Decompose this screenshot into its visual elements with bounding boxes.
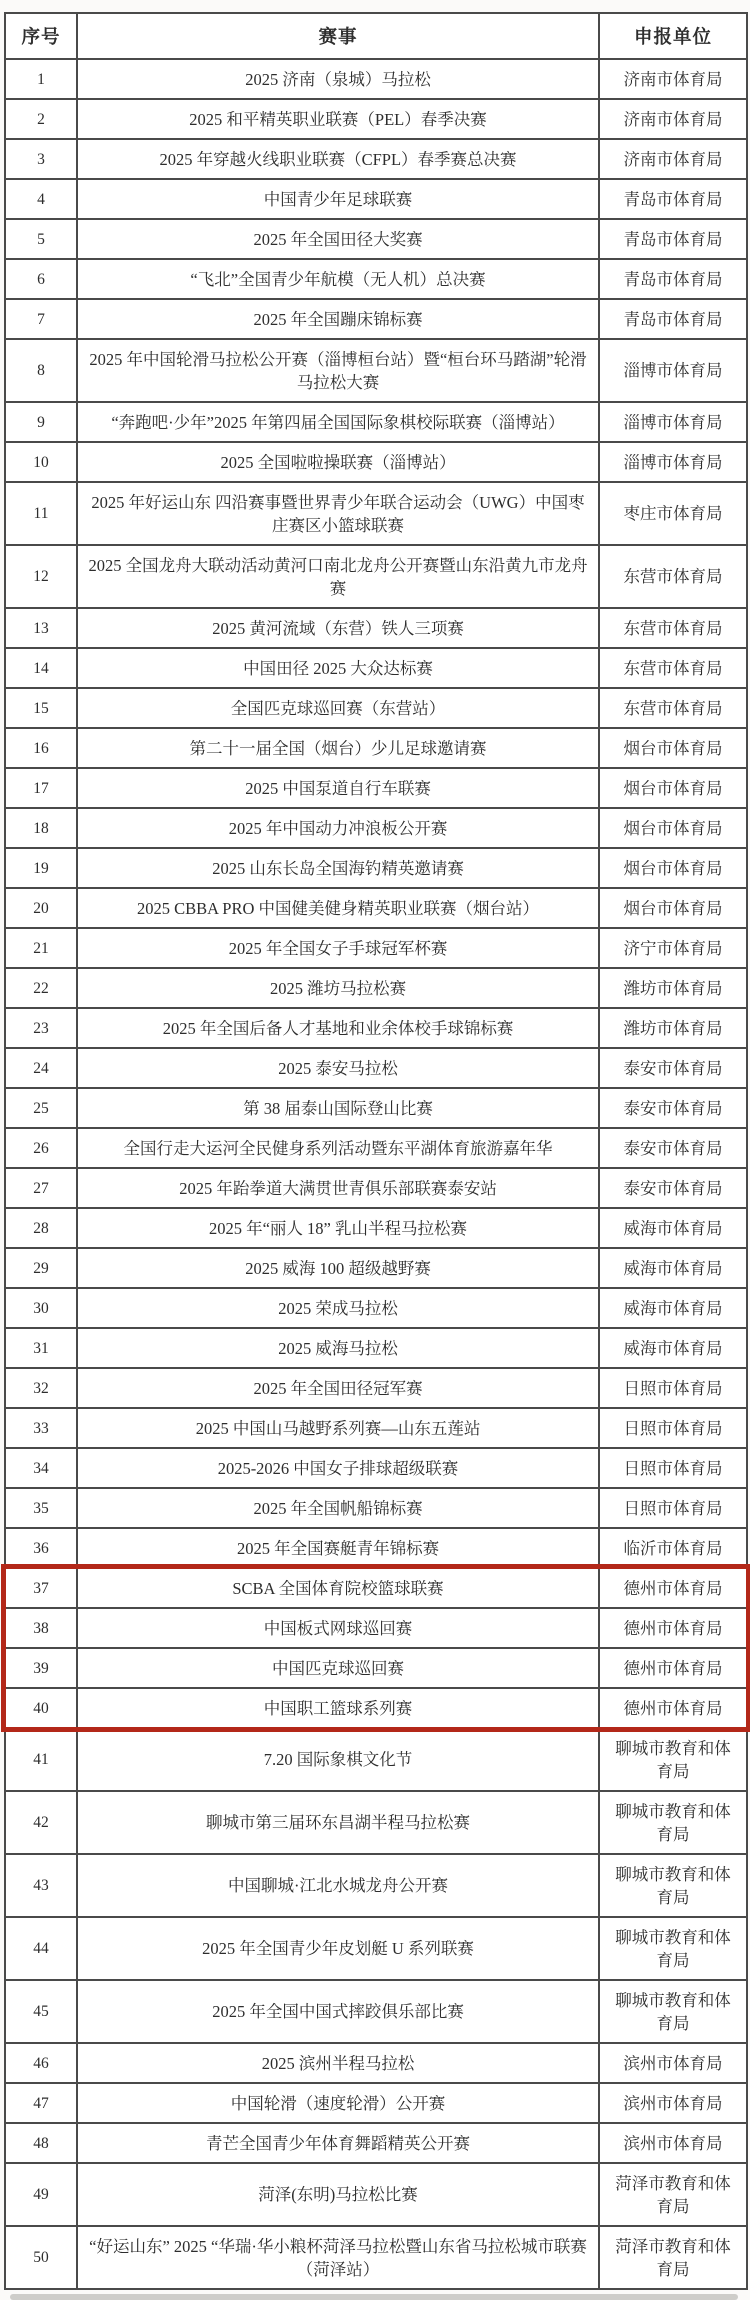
table-row xyxy=(5,648,747,688)
event-name-cell: 2025 泰安马拉松 xyxy=(77,1048,599,1088)
table-row xyxy=(5,1248,747,1288)
table-row xyxy=(5,1568,747,1608)
table-row xyxy=(5,1048,747,1088)
event-name-cell: “好运山东” 2025 “华瑞·华小粮杯菏泽马拉松暨山东省马拉松城市联赛（菏泽站） xyxy=(77,2226,599,2289)
reporting-unit-cell: 烟台市体育局 xyxy=(599,888,747,928)
reporting-unit-cell: 潍坊市体育局 xyxy=(599,968,747,1008)
events-table-body xyxy=(5,59,747,2289)
event-name-cell: 第二十一届全国（烟台）少儿足球邀请赛 xyxy=(77,728,599,768)
row-number-cell: 49 xyxy=(5,2163,77,2226)
row-number-cell: 21 xyxy=(5,928,77,968)
row-number-cell: 44 xyxy=(5,1917,77,1980)
table-row xyxy=(5,442,747,482)
column-header-event: 赛事 xyxy=(77,13,599,59)
header-row xyxy=(5,13,747,59)
reporting-unit-cell: 泰安市体育局 xyxy=(599,1128,747,1168)
event-name-cell: 2025 年全国后备人才基地和业余体校手球锦标赛 xyxy=(77,1008,599,1048)
table-row xyxy=(5,928,747,968)
table-row xyxy=(5,1648,747,1688)
table-row xyxy=(5,1128,747,1168)
row-number-cell: 38 xyxy=(5,1608,77,1648)
table-row xyxy=(5,1408,747,1448)
row-number-cell: 37 xyxy=(5,1568,77,1608)
reporting-unit-cell: 淄博市体育局 xyxy=(599,339,747,402)
event-name-cell: 全国行走大运河全民健身系列活动暨东平湖体育旅游嘉年华 xyxy=(77,1128,599,1168)
table-row xyxy=(5,545,747,608)
table-row xyxy=(5,139,747,179)
event-name-cell: 2025 年“丽人 18” 乳山半程马拉松赛 xyxy=(77,1208,599,1248)
reporting-unit-cell: 德州市体育局 xyxy=(599,1568,747,1608)
event-name-cell: 中国职工篮球系列赛 xyxy=(77,1688,599,1728)
row-number-cell: 23 xyxy=(5,1008,77,1048)
table-row xyxy=(5,179,747,219)
row-number-cell: 4 xyxy=(5,179,77,219)
row-number-cell: 6 xyxy=(5,259,77,299)
row-number-cell: 12 xyxy=(5,545,77,608)
table-row xyxy=(5,1528,747,1568)
reporting-unit-cell: 潍坊市体育局 xyxy=(599,1008,747,1048)
event-name-cell: 聊城市第三届环东昌湖半程马拉松赛 xyxy=(77,1791,599,1854)
reporting-unit-cell: 菏泽市教育和体育局 xyxy=(599,2226,747,2289)
table-row xyxy=(5,59,747,99)
reporting-unit-cell: 聊城市教育和体育局 xyxy=(599,1728,747,1791)
column-header-unit: 申报单位 xyxy=(599,13,747,59)
event-name-cell: 2025 滨州半程马拉松 xyxy=(77,2043,599,2083)
event-name-cell: 青芒全国青少年体育舞蹈精英公开赛 xyxy=(77,2123,599,2163)
row-number-cell: 11 xyxy=(5,482,77,545)
reporting-unit-cell: 聊城市教育和体育局 xyxy=(599,1917,747,1980)
table-row xyxy=(5,482,747,545)
table-row xyxy=(5,2226,747,2289)
event-name-cell: 中国板式网球巡回赛 xyxy=(77,1608,599,1648)
event-name-cell: 中国青少年足球联赛 xyxy=(77,179,599,219)
event-name-cell: 2025 山东长岛全国海钓精英邀请赛 xyxy=(77,848,599,888)
table-row xyxy=(5,1008,747,1048)
event-name-cell: 2025 年好运山东 四沿赛事暨世界青少年联合运动会（UWG）中国枣庄赛区小篮球联赛 xyxy=(77,482,599,545)
reporting-unit-cell: 滨州市体育局 xyxy=(599,2083,747,2123)
table-row xyxy=(5,2083,747,2123)
reporting-unit-cell: 青岛市体育局 xyxy=(599,259,747,299)
reporting-unit-cell: 聊城市教育和体育局 xyxy=(599,1854,747,1917)
reporting-unit-cell: 日照市体育局 xyxy=(599,1448,747,1488)
reporting-unit-cell: 日照市体育局 xyxy=(599,1368,747,1408)
row-number-cell: 45 xyxy=(5,1980,77,2043)
event-name-cell: 2025 年全国帆船锦标赛 xyxy=(77,1488,599,1528)
row-number-cell: 34 xyxy=(5,1448,77,1488)
table-row xyxy=(5,1488,747,1528)
reporting-unit-cell: 枣庄市体育局 xyxy=(599,482,747,545)
table-row xyxy=(5,1791,747,1854)
row-number-cell: 14 xyxy=(5,648,77,688)
reporting-unit-cell: 烟台市体育局 xyxy=(599,728,747,768)
event-name-cell: 2025 威海 100 超级越野赛 xyxy=(77,1248,599,1288)
reporting-unit-cell: 淄博市体育局 xyxy=(599,402,747,442)
reporting-unit-cell: 烟台市体育局 xyxy=(599,808,747,848)
row-number-cell: 50 xyxy=(5,2226,77,2289)
event-name-cell: 2025 年全国田径冠军赛 xyxy=(77,1368,599,1408)
table-row xyxy=(5,608,747,648)
row-number-cell: 40 xyxy=(5,1688,77,1728)
event-name-cell: 菏泽(东明)马拉松比赛 xyxy=(77,2163,599,2226)
table-row xyxy=(5,1088,747,1128)
event-name-cell: 7.20 国际象棋文化节 xyxy=(77,1728,599,1791)
reporting-unit-cell: 威海市体育局 xyxy=(599,1248,747,1288)
row-number-cell: 30 xyxy=(5,1288,77,1328)
reporting-unit-cell: 泰安市体育局 xyxy=(599,1088,747,1128)
row-number-cell: 16 xyxy=(5,728,77,768)
reporting-unit-cell: 临沂市体育局 xyxy=(599,1528,747,1568)
event-name-cell: 2025 威海马拉松 xyxy=(77,1328,599,1368)
table-row xyxy=(5,1208,747,1248)
event-name-cell: 中国轮滑（速度轮滑）公开赛 xyxy=(77,2083,599,2123)
row-number-cell: 3 xyxy=(5,139,77,179)
table-row xyxy=(5,1448,747,1488)
row-number-cell: 5 xyxy=(5,219,77,259)
event-name-cell: 2025 济南（泉城）马拉松 xyxy=(77,59,599,99)
event-name-cell: 2025 年中国轮滑马拉松公开赛（淄博桓台站）暨“桓台环马踏湖”轮滑马拉松大赛 xyxy=(77,339,599,402)
event-name-cell: 中国田径 2025 大众达标赛 xyxy=(77,648,599,688)
row-number-cell: 1 xyxy=(5,59,77,99)
row-number-cell: 25 xyxy=(5,1088,77,1128)
row-number-cell: 15 xyxy=(5,688,77,728)
event-name-cell: 2025 年全国蹦床锦标赛 xyxy=(77,299,599,339)
reporting-unit-cell: 淄博市体育局 xyxy=(599,442,747,482)
table-row xyxy=(5,808,747,848)
row-number-cell: 13 xyxy=(5,608,77,648)
reporting-unit-cell: 滨州市体育局 xyxy=(599,2043,747,2083)
event-name-cell: 2025 荣成马拉松 xyxy=(77,1288,599,1328)
table-row xyxy=(5,339,747,402)
table-row xyxy=(5,1328,747,1368)
page-edge-shadow xyxy=(10,2294,738,2300)
event-name-cell: 2025 年全国中国式摔跤俱乐部比赛 xyxy=(77,1980,599,2043)
reporting-unit-cell: 东营市体育局 xyxy=(599,608,747,648)
event-name-cell: 中国匹克球巡回赛 xyxy=(77,1648,599,1688)
event-name-cell: 2025 年全国赛艇青年锦标赛 xyxy=(77,1528,599,1568)
events-table xyxy=(4,12,748,2290)
row-number-cell: 19 xyxy=(5,848,77,888)
row-number-cell: 7 xyxy=(5,299,77,339)
reporting-unit-cell: 菏泽市教育和体育局 xyxy=(599,2163,747,2226)
reporting-unit-cell: 烟台市体育局 xyxy=(599,848,747,888)
table-row xyxy=(5,848,747,888)
reporting-unit-cell: 聊城市教育和体育局 xyxy=(599,1791,747,1854)
row-number-cell: 24 xyxy=(5,1048,77,1088)
reporting-unit-cell: 德州市体育局 xyxy=(599,1688,747,1728)
table-row xyxy=(5,2123,747,2163)
reporting-unit-cell: 德州市体育局 xyxy=(599,1608,747,1648)
event-name-cell: 2025 全国龙舟大联动活动黄河口南北龙舟公开赛暨山东沿黄九市龙舟赛 xyxy=(77,545,599,608)
reporting-unit-cell: 威海市体育局 xyxy=(599,1208,747,1248)
table-row xyxy=(5,99,747,139)
row-number-cell: 31 xyxy=(5,1328,77,1368)
reporting-unit-cell: 威海市体育局 xyxy=(599,1328,747,1368)
reporting-unit-cell: 青岛市体育局 xyxy=(599,179,747,219)
row-number-cell: 29 xyxy=(5,1248,77,1288)
reporting-unit-cell: 日照市体育局 xyxy=(599,1488,747,1528)
event-name-cell: 2025 潍坊马拉松赛 xyxy=(77,968,599,1008)
reporting-unit-cell: 泰安市体育局 xyxy=(599,1168,747,1208)
table-row xyxy=(5,2043,747,2083)
reporting-unit-cell: 青岛市体育局 xyxy=(599,219,747,259)
table-row xyxy=(5,1608,747,1648)
row-number-cell: 22 xyxy=(5,968,77,1008)
event-name-cell: 2025 年全国女子手球冠军杯赛 xyxy=(77,928,599,968)
reporting-unit-cell: 济南市体育局 xyxy=(599,59,747,99)
table-row xyxy=(5,1980,747,2043)
table-row xyxy=(5,219,747,259)
reporting-unit-cell: 东营市体育局 xyxy=(599,545,747,608)
row-number-cell: 46 xyxy=(5,2043,77,2083)
event-name-cell: 2025 CBBA PRO 中国健美健身精英职业联赛（烟台站） xyxy=(77,888,599,928)
row-number-cell: 47 xyxy=(5,2083,77,2123)
event-name-cell: “奔跑吧·少年”2025 年第四届全国国际象棋校际联赛（淄博站） xyxy=(77,402,599,442)
table-row xyxy=(5,888,747,928)
table-row xyxy=(5,259,747,299)
row-number-cell: 32 xyxy=(5,1368,77,1408)
event-name-cell: 第 38 届泰山国际登山比赛 xyxy=(77,1088,599,1128)
table-row xyxy=(5,688,747,728)
table-row xyxy=(5,728,747,768)
reporting-unit-cell: 烟台市体育局 xyxy=(599,768,747,808)
table-row xyxy=(5,1688,747,1728)
event-name-cell: 2025 和平精英职业联赛（PEL）春季决赛 xyxy=(77,99,599,139)
table-row xyxy=(5,2163,747,2226)
table-row xyxy=(5,1368,747,1408)
event-name-cell: 2025 年中国动力冲浪板公开赛 xyxy=(77,808,599,848)
event-name-cell: 2025 年跆拳道大满贯世青俱乐部联赛泰安站 xyxy=(77,1168,599,1208)
row-number-cell: 10 xyxy=(5,442,77,482)
event-name-cell: 2025-2026 中国女子排球超级联赛 xyxy=(77,1448,599,1488)
table-row xyxy=(5,1917,747,1980)
table-row xyxy=(5,968,747,1008)
table-row xyxy=(5,768,747,808)
row-number-cell: 39 xyxy=(5,1648,77,1688)
table-row xyxy=(5,1288,747,1328)
reporting-unit-cell: 日照市体育局 xyxy=(599,1408,747,1448)
reporting-unit-cell: 泰安市体育局 xyxy=(599,1048,747,1088)
reporting-unit-cell: 滨州市体育局 xyxy=(599,2123,747,2163)
event-name-cell: 2025 中国山马越野系列赛—山东五莲站 xyxy=(77,1408,599,1448)
row-number-cell: 35 xyxy=(5,1488,77,1528)
table-row xyxy=(5,1854,747,1917)
reporting-unit-cell: 德州市体育局 xyxy=(599,1648,747,1688)
reporting-unit-cell: 东营市体育局 xyxy=(599,688,747,728)
row-number-cell: 8 xyxy=(5,339,77,402)
reporting-unit-cell: 济宁市体育局 xyxy=(599,928,747,968)
row-number-cell: 17 xyxy=(5,768,77,808)
row-number-cell: 9 xyxy=(5,402,77,442)
row-number-cell: 2 xyxy=(5,99,77,139)
table-row xyxy=(5,1728,747,1791)
row-number-cell: 27 xyxy=(5,1168,77,1208)
row-number-cell: 41 xyxy=(5,1728,77,1791)
reporting-unit-cell: 威海市体育局 xyxy=(599,1288,747,1328)
row-number-cell: 28 xyxy=(5,1208,77,1248)
event-name-cell: 2025 年穿越火线职业联赛（CFPL）春季赛总决赛 xyxy=(77,139,599,179)
row-number-cell: 20 xyxy=(5,888,77,928)
reporting-unit-cell: 东营市体育局 xyxy=(599,648,747,688)
row-number-cell: 26 xyxy=(5,1128,77,1168)
reporting-unit-cell: 济南市体育局 xyxy=(599,139,747,179)
table-row xyxy=(5,402,747,442)
reporting-unit-cell: 青岛市体育局 xyxy=(599,299,747,339)
table-row xyxy=(5,1168,747,1208)
row-number-cell: 36 xyxy=(5,1528,77,1568)
row-number-cell: 18 xyxy=(5,808,77,848)
event-name-cell: 中国聊城·江北水城龙舟公开赛 xyxy=(77,1854,599,1917)
event-name-cell: 全国匹克球巡回赛（东营站） xyxy=(77,688,599,728)
event-name-cell: 2025 年全国田径大奖赛 xyxy=(77,219,599,259)
row-number-cell: 33 xyxy=(5,1408,77,1448)
table-row xyxy=(5,299,747,339)
reporting-unit-cell: 济南市体育局 xyxy=(599,99,747,139)
row-number-cell: 42 xyxy=(5,1791,77,1854)
row-number-cell: 43 xyxy=(5,1854,77,1917)
event-name-cell: 2025 黄河流域（东营）铁人三项赛 xyxy=(77,608,599,648)
row-number-cell: 48 xyxy=(5,2123,77,2163)
event-name-cell: SCBA 全国体育院校篮球联赛 xyxy=(77,1568,599,1608)
event-name-cell: 2025 中国泵道自行车联赛 xyxy=(77,768,599,808)
reporting-unit-cell: 聊城市教育和体育局 xyxy=(599,1980,747,2043)
event-name-cell: “飞北”全国青少年航模（无人机）总决赛 xyxy=(77,259,599,299)
column-header-no: 序号 xyxy=(5,13,77,59)
event-name-cell: 2025 全国啦啦操联赛（淄博站） xyxy=(77,442,599,482)
event-name-cell: 2025 年全国青少年皮划艇 U 系列联赛 xyxy=(77,1917,599,1980)
